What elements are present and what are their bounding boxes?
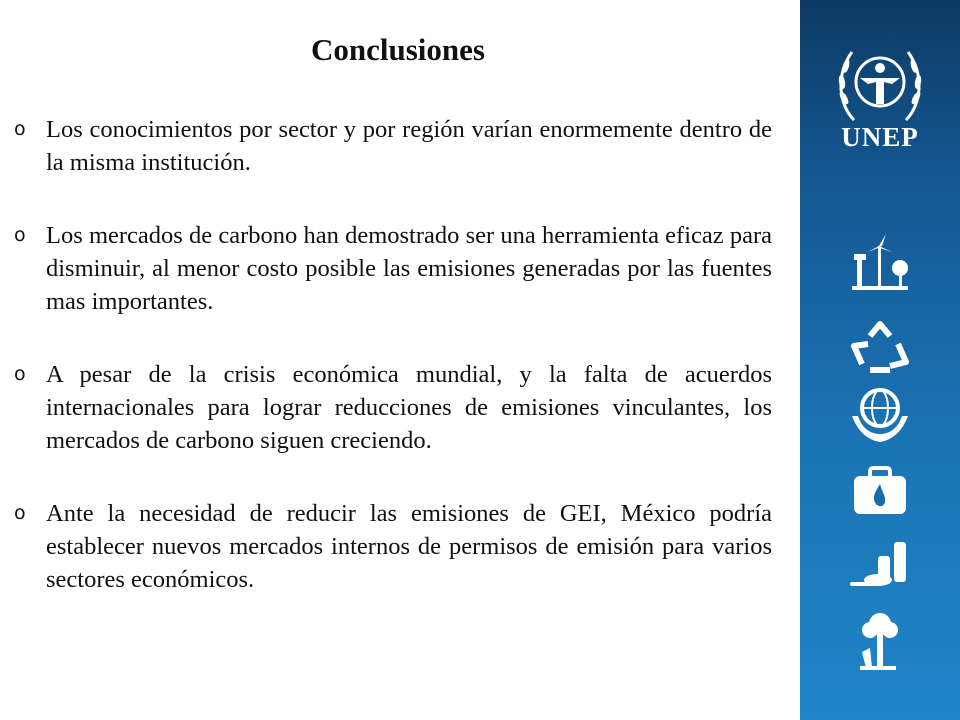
bullet-text: Los mercados de carbono han demostrado ser una herramienta eficaz para disminuir, al menor costo posible las emisiones generadas por las fuentes mas importantes. xyxy=(46,222,772,315)
briefcase-drop-icon xyxy=(848,462,912,522)
wind-turbine-icon xyxy=(848,232,912,292)
list-item xyxy=(12,497,772,596)
globe-hands-icon xyxy=(848,386,912,446)
unep-laurel-icon xyxy=(834,38,926,128)
unep-sidebar xyxy=(800,0,960,720)
slide-title: Conclusiones xyxy=(311,32,485,67)
list-item xyxy=(12,219,772,318)
recycle-icon xyxy=(848,318,912,378)
bullet-marker: o xyxy=(14,502,26,524)
unep-logo-text: UNEP xyxy=(841,122,919,152)
bullet-text: Ante la necesidad de reducir las emisiones de GEI, México podría establecer nuevos mercados internos de permisos de emisión para varios sectores económicos. xyxy=(46,500,772,593)
list-item xyxy=(12,113,772,179)
bullet-marker: o xyxy=(14,224,26,246)
bullet-text: A pesar de la crisis económica mundial, y la falta de acuerdos internacionales para lograr reducciones de emisiones vinculantes, los mercados de carbono siguen creciendo. xyxy=(46,361,772,454)
bullet-marker: o xyxy=(14,118,26,140)
tree-icon xyxy=(848,612,912,672)
bullet-marker: o xyxy=(14,363,26,385)
bullet-text: Los conocimientos por sector y por región varían enormemente dentro de la misma institución. xyxy=(46,116,772,176)
bullet-list xyxy=(12,113,772,636)
industry-icon xyxy=(848,540,912,600)
list-item xyxy=(12,358,772,457)
